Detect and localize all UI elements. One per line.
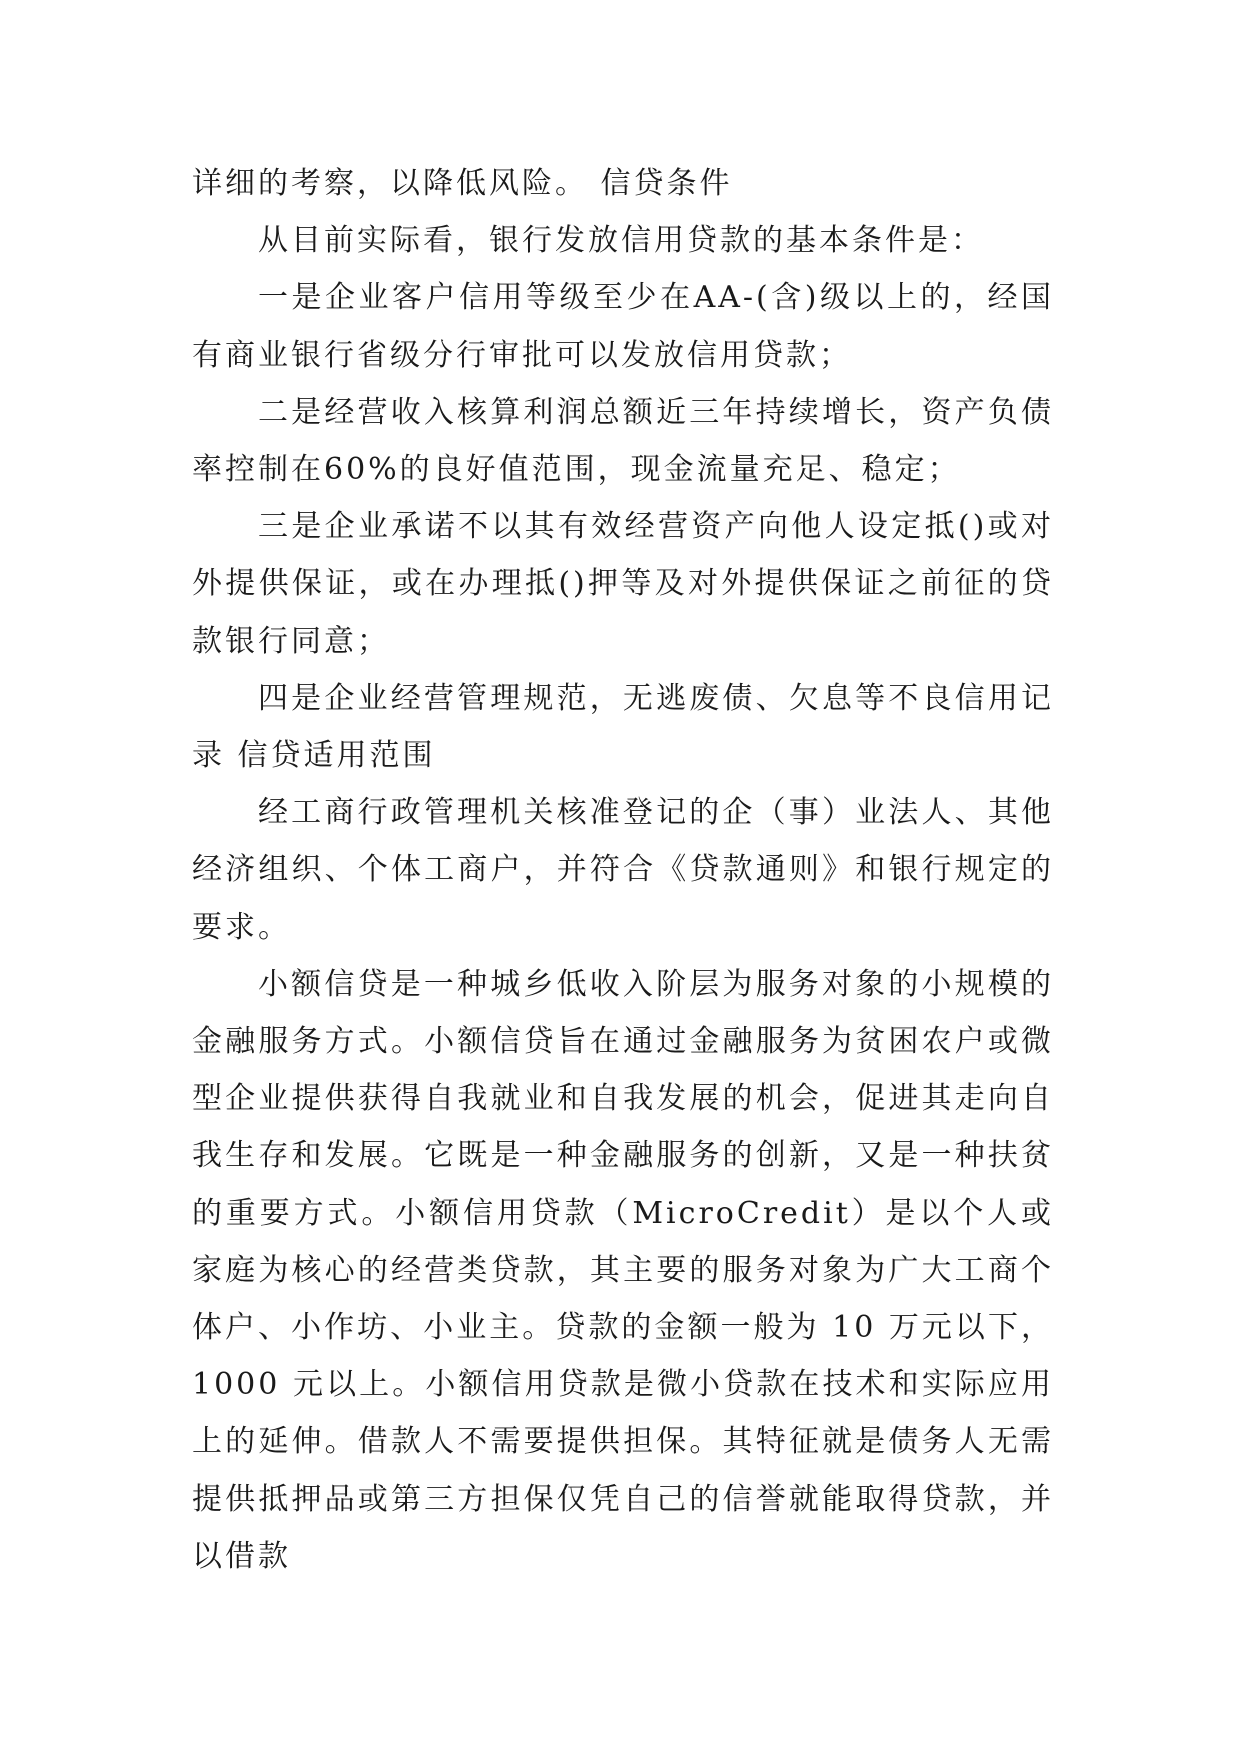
paragraph-5: 三是企业承诺不以其有效经营资产向他人设定抵()或对外提供保证，或在办理抵()押等及对外提供保证之前征的贷款银行同意； bbox=[192, 509, 1054, 659]
paragraph-1: 详细的考察，以降低风险。 信贷条件 bbox=[192, 166, 733, 201]
paragraph-6: 四是企业经营管理规范，无逃废债、欠息等不良信用记录 信贷适用范围 bbox=[192, 680, 1054, 774]
paragraph-3: 一是企业客户信用等级至少在AA-(含)级以上的，经国有商业银行省级分行审批可以发放信用贷款； bbox=[192, 280, 1054, 373]
paragraph-7: 经工商行政管理机关核准登记的企（事）业法人、其他经济组织、个体工商户，并符合《贷款通则》和银行规定的要求。 bbox=[192, 795, 1054, 945]
paragraph-4: 二是经营收入核算利润总额近三年持续增长，资产负债率控制在60%的良好值范围，现金流量充足、稳定； bbox=[192, 394, 1054, 488]
paragraph-8: 小额信贷是一种城乡低收入阶层为服务对象的小规模的金融服务方式。小额信贷旨在通过金融服务为贫困农户或微型企业提供获得自我就业和自我发展的机会，促进其走向自我生存和发展。它既是一种金融服务的创新，又是一种扶贫的重要方式。小额信用贷款（MicroCredit）是以个人或家庭为核心的经营类贷款，其主要的服务对象为广大工商个体户、小作坊、小业主。贷款的金额一般为 10 万元以下，1000 元以上。小额信用贷款是微小贷款在技术和实际应用上的延伸。借款人不需要提供担保。其特征就是债务人无需提供抵押品或第三方担保仅凭自己的信誉就能取得贷款，并以借款 bbox=[192, 966, 1054, 1574]
document-body bbox=[192, 155, 1054, 1585]
paragraph-2: 从目前实际看，银行发放信用贷款的基本条件是： bbox=[258, 223, 984, 259]
